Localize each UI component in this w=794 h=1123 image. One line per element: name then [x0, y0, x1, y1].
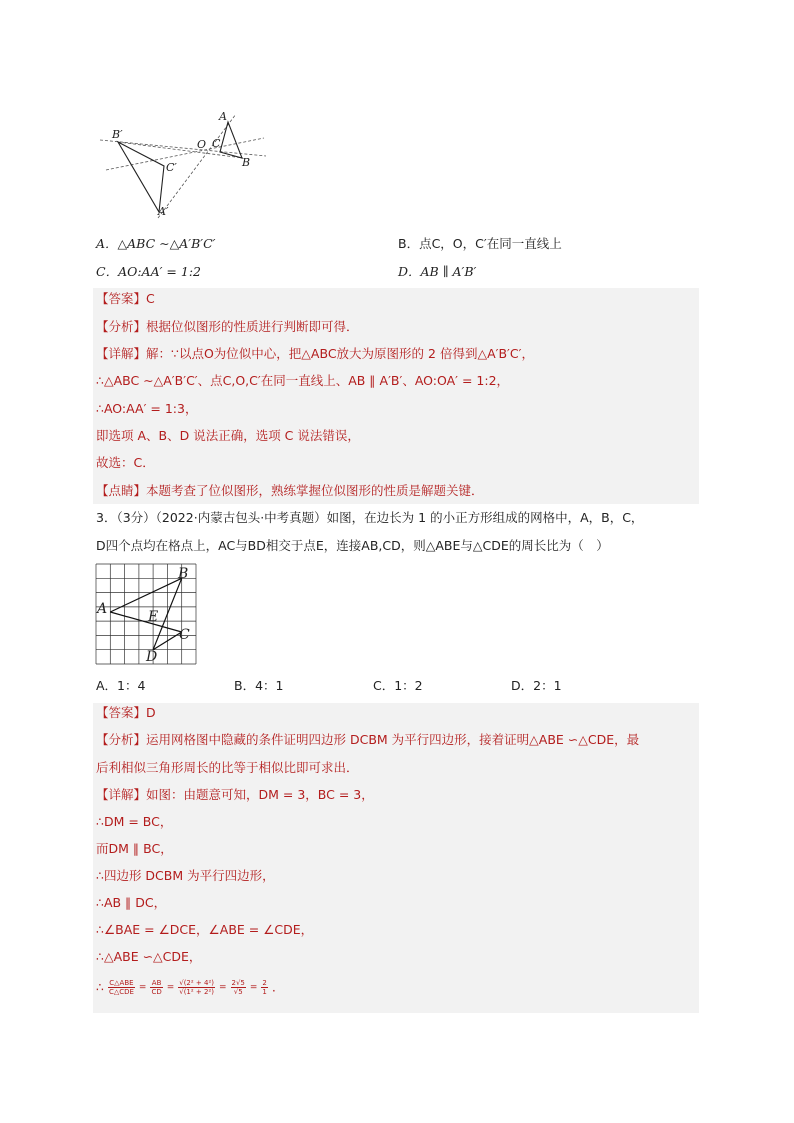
q2-detail-line-2: ∴△ABC ∼△A′B′C′、点C,O,C′在同一直线上、AB ∥ A′B′、AO:OA′ = 1:2， [96, 373, 510, 388]
q2-answer [96, 291, 155, 307]
label-b: B [242, 156, 251, 169]
grid-label-a: A [97, 601, 108, 617]
q3-option-c: C．1：2 [373, 678, 423, 693]
q3-detail-line-3: 而DM ∥ BC， [96, 841, 173, 856]
detail-tag: 【详解】 [96, 787, 147, 802]
analysis-tag: 【分析】 [96, 732, 147, 747]
answer-value: D [146, 705, 156, 720]
q3-detail-line-6: ∴∠BAE = ∠DCE，∠ABE = ∠CDE， [96, 922, 314, 937]
detail-line-1: 如图：由题意可知，DM = 3，BC = 3， [146, 787, 374, 802]
q2-option-c: C．AO:AA′ = 1:2 [96, 264, 201, 279]
homothety-figure [96, 108, 276, 220]
analysis-tag: 【分析】 [96, 319, 147, 334]
fraction-perimeter-ratio: $\frac{\text{C△ABE}}{\text{C△CDE}}$ [108, 979, 134, 996]
q3-detail-line-5: ∴AB ∥ DC， [96, 895, 167, 910]
q2-option-b: B．点C，O，C′在同一直线上 [398, 236, 562, 251]
q3-final-equation: ∴ $\frac{\text{C△ABE}}{\text{C△CDE}}$ = $\frac{AB}{CD}$ = $\frac{\text{√(2² + 4²)}}{\text{√(1² + 2²)}}$ = $\frac{2√5}{√5}$ = $\frac{2}{1}$ . [96, 979, 276, 996]
q3-analysis [96, 732, 639, 748]
detail-line-1: 解：∵以点O为位似中心，把△ABC放大为原图形的 2 倍得到△A′B′C′， [146, 346, 534, 361]
q3-answer [96, 705, 156, 721]
q3-stem-line-1: 3．（3分）（2022·内蒙古包头·中考真题）如图，在边长为 1 的小正方形组成的网格中，A，B，C， [96, 510, 644, 525]
final-prefix: ∴ [96, 979, 104, 995]
label-o: O [197, 138, 207, 151]
grid-label-e: E [148, 609, 159, 625]
answer-tag: 【答案】 [96, 291, 147, 306]
detail-tag: 【详解】 [96, 346, 147, 361]
label-c: C [212, 137, 221, 150]
q3-option-a: A．1：4 [96, 678, 146, 693]
grid-label-b: B [178, 566, 189, 582]
comment-text: 本题考查了位似图形，熟练掌握位似图形的性质是解题关键． [146, 483, 484, 498]
q3-option-d: D．2：1 [511, 678, 562, 693]
q2-comment [96, 483, 484, 499]
q3-detail-line-4: ∴四边形 DCBM 为平行四边形， [96, 868, 275, 883]
answer-tag: 【答案】 [96, 705, 147, 720]
q3-solution-box [93, 703, 699, 1013]
q3-detail-line-2: ∴DM = BC， [96, 814, 173, 829]
fraction-roots: $\frac{\text{√(2² + 4²)}}{\text{√(1² + 2²)}}$ [179, 979, 214, 996]
q2-option-d: D．AB ∥ A′B′ [398, 264, 477, 279]
fraction-ab-cd: $\frac{AB}{CD}$ [151, 979, 162, 996]
q3-option-b: B．4：1 [234, 678, 284, 693]
label-a: A [219, 110, 227, 123]
comment-tag: 【点睛】 [96, 483, 147, 498]
q3-stem-line-2: D四个点均在格点上，AC与BD相交于点E，连接AB,CD，则△ABE与△CDE的周长比为（ ） [96, 538, 609, 553]
q3-analysis-line-2: 后利相似三角形周长的比等于相似比即可求出． [96, 760, 359, 775]
fraction-simplified: $\frac{2√5}{√5}$ [231, 979, 245, 996]
q2-detail-line-3: ∴AO:AA′ = 1:3， [96, 401, 198, 416]
answer-value: C [146, 291, 155, 306]
q3-detail [96, 787, 374, 803]
q3-detail-line-7: ∴△ABE ∽△CDE， [96, 949, 202, 964]
label-c-prime: C′ [166, 161, 177, 174]
q2-detail-line-4: 即选项 A、B、D 说法正确，选项 C 说法错误， [96, 428, 360, 443]
grid-label-d: D [146, 649, 158, 665]
grid-label-c: C [179, 627, 190, 643]
label-a-prime: A′ [158, 205, 169, 218]
q2-detail-line-5: 故选：C． [96, 455, 155, 470]
label-b-prime: B′ [112, 128, 123, 141]
analysis-text-1: 运用网格图中隐藏的条件证明四边形 DCBM 为平行四边形，接着证明△ABE ∽△CDE，最 [146, 732, 640, 747]
q2-option-a: A．△ABC ∼△A′B′C′ [96, 236, 216, 251]
fraction-result: $\frac{2}{1}$ [262, 979, 267, 996]
analysis-text: 根据位似图形的性质进行判断即可得． [146, 319, 359, 334]
q2-detail [96, 346, 534, 362]
grid-figure [94, 562, 198, 668]
q2-analysis [96, 319, 359, 335]
